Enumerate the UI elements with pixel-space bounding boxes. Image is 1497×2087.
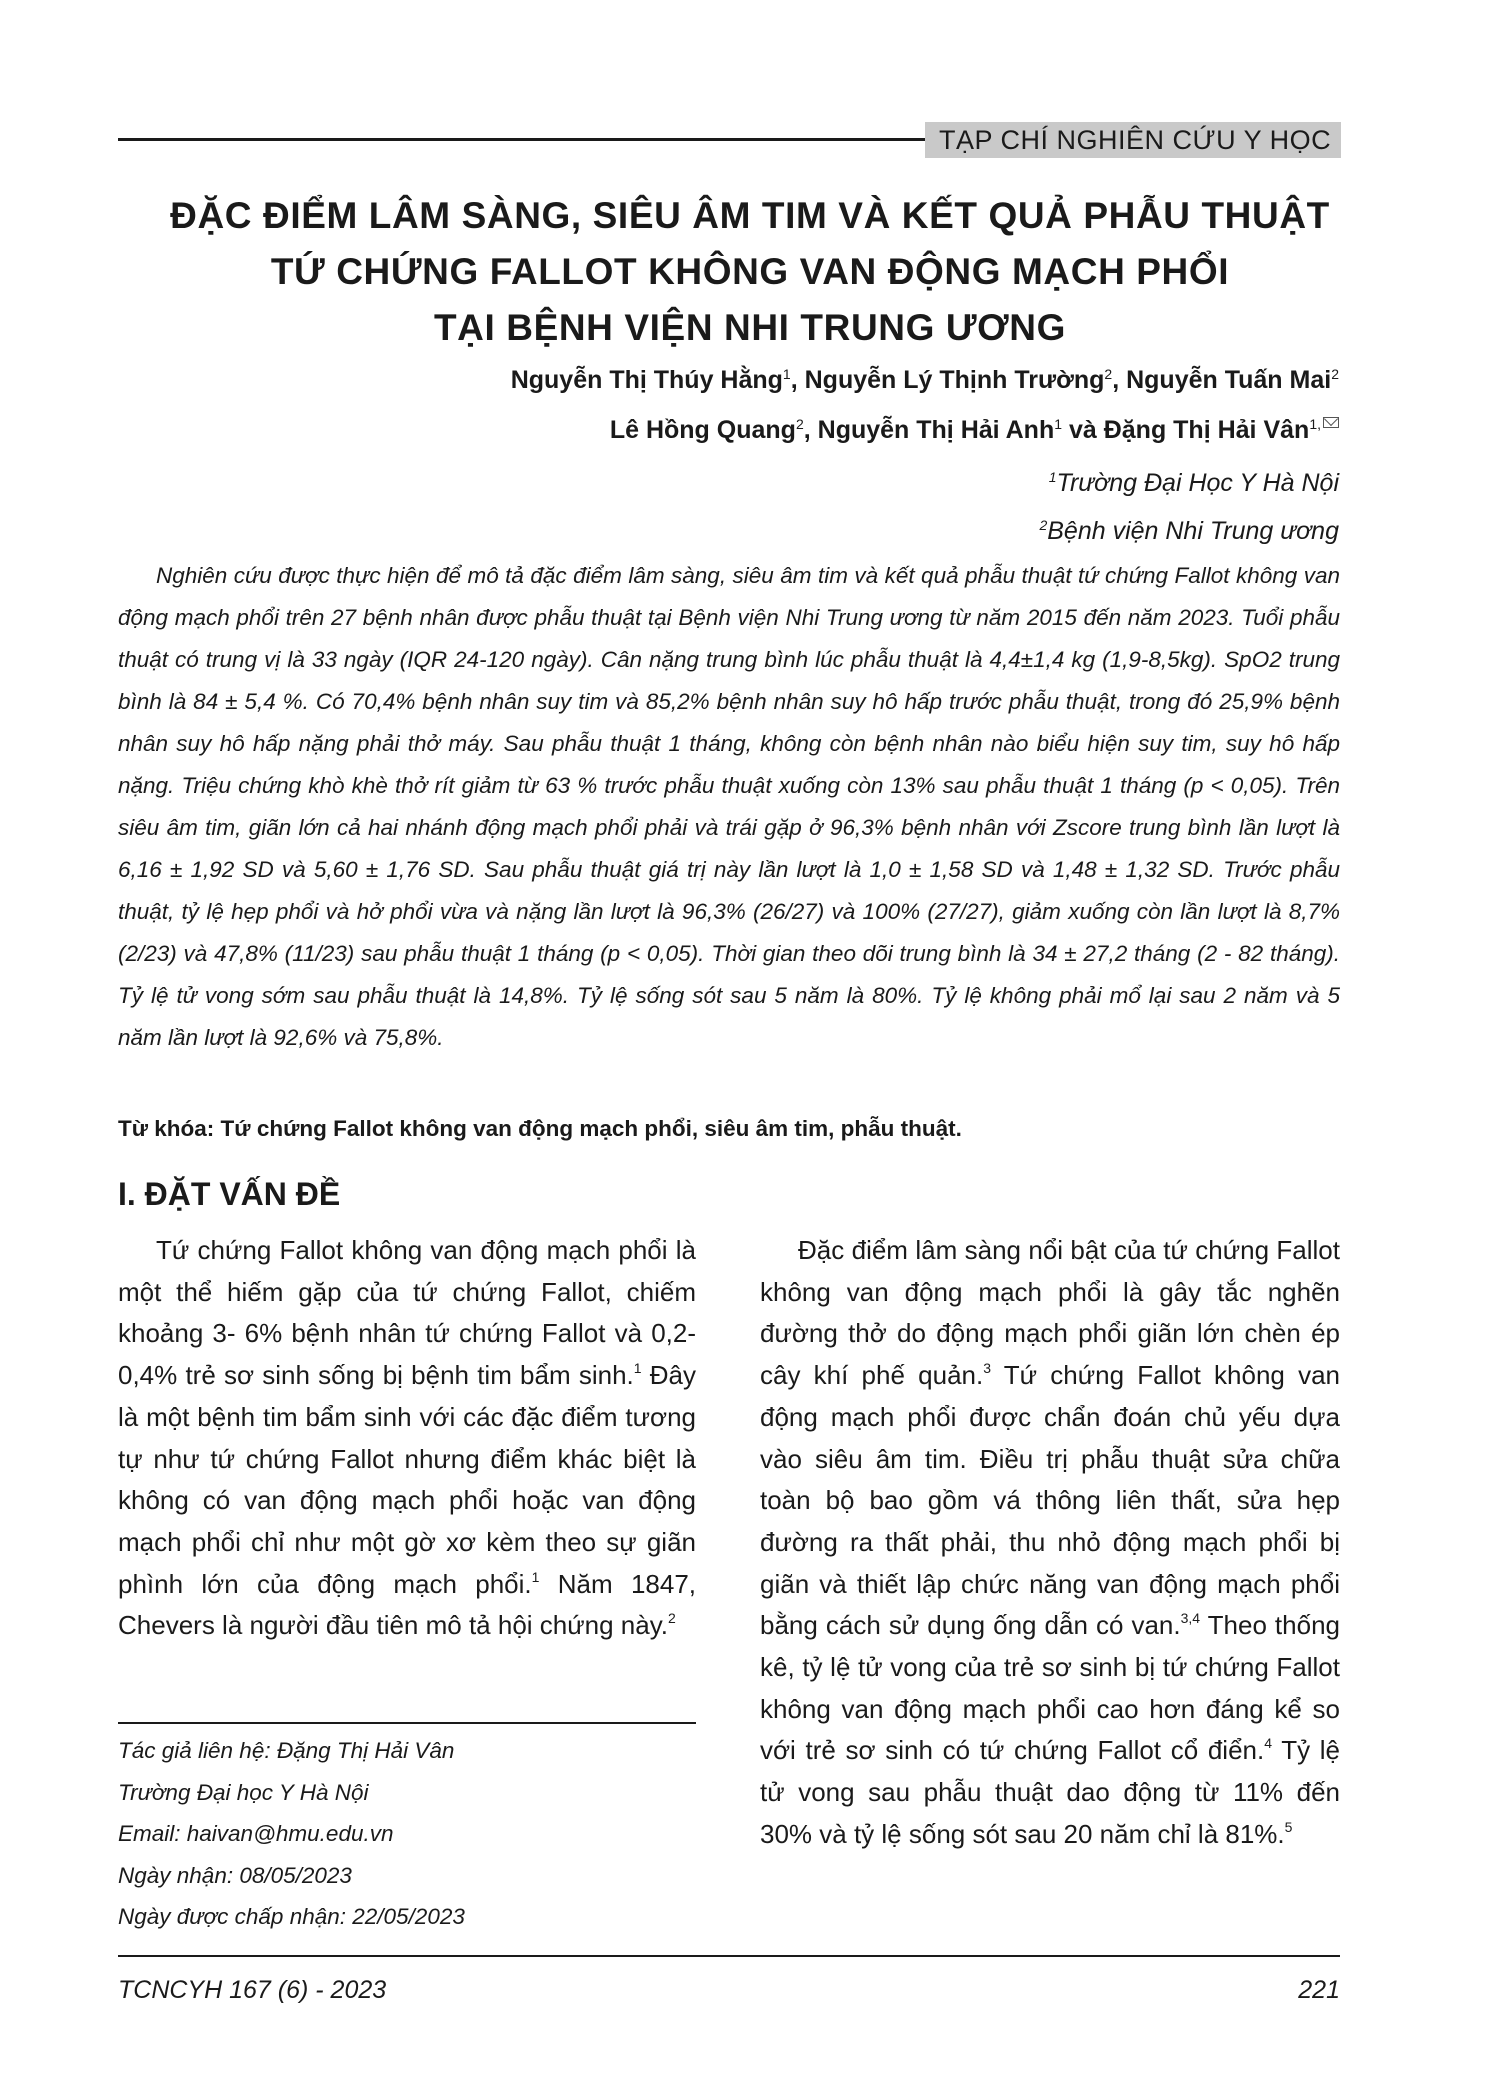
citation-ref: 1 [633,1360,642,1377]
keywords: Từ khóa: Tứ chứng Fallot không van động mạch phổi, siêu âm tim, phẫu thuật. [118,1116,962,1141]
author-name: Nguyễn Lý Thịnh Trường [804,366,1105,394]
footer-rule [118,1955,1340,1957]
citation-ref: 1 [531,1568,540,1585]
affiliation-text: Bệnh viện Nhi Trung ương [1047,517,1339,545]
title-line-2: TỨ CHỨNG FALLOT KHÔNG VAN ĐỘNG MẠCH PHỔI [270,251,1230,292]
received-date: Ngày nhận: 08/05/2023 [118,1862,352,1888]
body-text: Tứ chứng Fallot không van động mạch phổi được chẩn đoán chủ yếu dựa vào siêu âm tim. Điều trị phẫu thuật sửa chữa toàn bộ bao gồm vá thông liên thất, sửa hẹp đường ra thất phải, thu nhỏ động mạch phổi bị giãn và thiết lập chức năng van động mạch phổi bằng cách sử dụng ống dẫn có van. [760,1360,1340,1641]
article-title [100,188,1400,356]
author-separator: , [790,366,805,394]
citation-ref: 3 [983,1360,992,1377]
citation-ref: 5 [1284,1818,1293,1835]
author-line-2 [139,402,1339,452]
author-name: Nguyễn Tuấn Mai [1126,366,1332,394]
affiliation-marker: 2 [1331,366,1339,382]
footnote [118,1730,465,1938]
affiliation-number: 1 [1048,469,1057,485]
footnote-rule [118,1722,696,1724]
author-name: Nguyễn Thị Hải Anh [817,416,1055,444]
title-line-3: TẠI BỆNH VIỆN NHI TRUNG ƯƠNG [433,307,1066,348]
author-name: Nguyễn Thị Thúy Hằng [510,366,783,394]
author-name: Lê Hồng Quang [609,416,796,444]
author-separator: , [803,416,818,444]
accepted-date: Ngày được chấp nhận: 22/05/2023 [118,1904,465,1929]
journal-label: TẠP CHÍ NGHIÊN CỨU Y HỌC [925,122,1341,158]
body-column-left [118,1230,696,1647]
title-line-1: ĐẶC ĐIỂM LÂM SÀNG, SIÊU ÂM TIM VÀ KẾT QUẢ PHẪU THUẬT [170,195,1330,236]
author-list [139,352,1339,452]
journal-issue: TCNCYH 167 (6) - 2023 [118,1976,387,2004]
body-text: Đây là một bệnh tim bẩm sinh với các đặc điểm tương tự như tứ chứng Fallot nhưng điểm khác biệt là không có van động mạch phổi hoặc van động mạch phổi chỉ như một gờ xơ kèm theo sự giãn phình lớn của động mạch phổi. [118,1360,696,1599]
abstract: Nghiên cứu được thực hiện để mô tả đặc điểm lâm sàng, siêu âm tim và kết quả phẫu thuật tứ chứng Fallot không van động mạch phổi trên 27 bệnh nhân được phẫu thuật tại Bệnh viện Nhi Trung ương từ năm 2015 đến năm 2023. Tuổi phẫu thuật có trung vị là 33 ngày (IQR 24-120 ngày). Cân nặng trung bình lúc phẫu thuật là 4,4±1,4 kg (1,9-8,5kg). SpO2 trung bình là 84 ± 5,4 %. Có 70,4% bệnh nhân suy tim và 85,2% bệnh nhân suy hô hấp trước phẫu thuật, trong đó 25,9% bệnh nhân suy hô hấp nặng phải thở máy. Sau phẫu thuật 1 tháng, không còn bệnh nhân nào biểu hiện suy tim, suy hô hấp nặng. Triệu chứng khò khè thở rít giảm từ 63 % trước phẫu thuật xuống còn 13% sau phẫu thuật 1 tháng (p < 0,05). Trên siêu âm tim, giãn lớn cả hai nhánh động mạch phổi phải và trái gặp ở 96,3% bệnh nhân với Zscore trung bình lần lượt là 6,16 ± 1,92 SD và 5,60 ± 1,76 SD. Sau phẫu thuật giá trị này lần lượt là 1,0 ± 1,58 SD và 1,48 ± 1,32 SD. Trước phẫu thuật, tỷ lệ hẹp phổi và hở phổi vừa và nặng lần lượt là 96,3% (26/27) và 100% (27/27), giảm xuống còn lần lượt là 8,7% (2/23) và 47,8% (11/23) sau phẫu thuật 1 tháng (p < 0,05). Thời gian theo dõi trung bình là 34 ± 27,2 tháng (2 - 82 tháng). Tỷ lệ tử vong sớm sau phẫu thuật là 14,8%. Tỷ lệ sống sót sau 5 năm là 80%. Tỷ lệ không phải mổ lại sau 2 năm và 5 năm lần lượt là 92,6% và 75,8%. [118,563,1340,1050]
corresponding-author: Tác giả liên hệ: Đặng Thị Hải Vân [118,1738,455,1763]
body-text: Theo thống kê, tỷ lệ tử vong của trẻ sơ sinh bị tứ chứng Fallot không van động mạch phổi cao hơn đáng kể so với trẻ sơ sinh có tứ chứng Fallot cổ điển. [760,1610,1340,1766]
author-name: Đặng Thị Hải Vân [1103,416,1310,444]
author-separator: , [1112,366,1127,394]
mail-icon [1323,417,1339,428]
body-text: Tỷ lệ tử vong sau phẫu thuật dao động từ 11% đến 30% và tỷ lệ sống sót sau 20 năm chỉ là 81%. [760,1735,1340,1849]
affiliation-number: 2 [1039,517,1048,533]
affiliations [1039,456,1339,552]
body-column-right [760,1230,1340,1856]
affiliation-2 [1039,504,1339,552]
email: Email: haivan@hmu.edu.vn [118,1821,394,1846]
affiliation-marker: 1 [1054,416,1063,432]
body-text: Tứ chứng Fallot không van động mạch phổi là một thể hiếm gặp của tứ chứng Fallot, chiếm khoảng 3- 6% bệnh nhân tứ chứng Fallot và 0,2- 0,4% trẻ sơ sinh sống bị bệnh tim bẩm sinh. [118,1235,696,1391]
section-heading: I. ĐẶT VẤN ĐỀ [118,1176,341,1212]
body-text: Năm 1847, Chevers là người đầu tiên mô tả hội chứng này. [118,1568,697,1641]
affiliation-marker: 1, [1309,416,1321,432]
affiliation-marker: 2 [1104,366,1113,382]
author-line-1 [139,352,1339,402]
citation-ref: 2 [668,1610,676,1627]
affiliation-text: Trường Đại Học Y Hà Nội [1056,469,1339,497]
header-rule [118,138,928,141]
citation-ref: 3,4 [1180,1610,1201,1627]
institution: Trường Đại học Y Hà Nội [118,1779,369,1805]
affiliation-marker: 1 [782,366,791,382]
author-conjunction: và [1062,416,1104,444]
citation-ref: 4 [1264,1735,1273,1752]
body-text: Đặc điểm lâm sàng nổi bật của tứ chứng Fallot không van động mạch phổi là gây tắc nghẽn đường thở do động mạch phổi giãn lớn chèn ép cây khí phế quản. [760,1235,1340,1391]
affiliation-marker: 2 [795,416,804,432]
affiliation-1 [1039,456,1339,504]
page-number: 221 [1298,1976,1340,2004]
